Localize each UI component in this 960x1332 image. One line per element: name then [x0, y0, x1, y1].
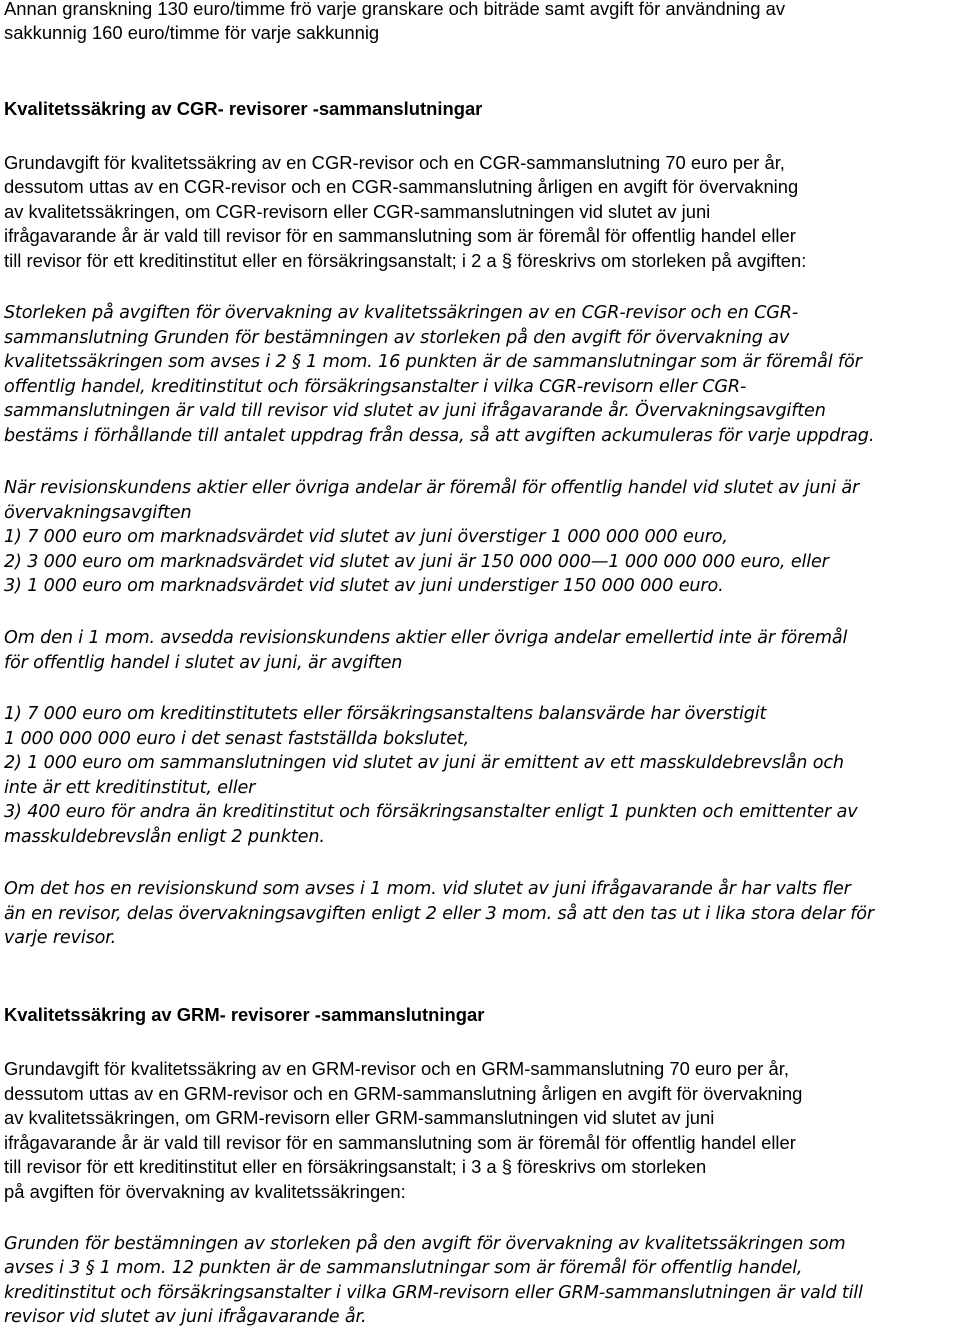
cgr-paragraph5-line: 1) 7 000 euro om kreditinstitutets eller försäkringsanstaltens balansvärde har överstigit [4, 704, 767, 724]
grm-paragraph2-line: avses i 3 § 1 mom. 12 punkten är de sammanslutningar som är föremål för offentlig handel, [4, 1258, 803, 1278]
grm-paragraph1-line: av kvalitetssäkringen, om GRM-revisorn eller GRM-sammanslutningen vid slutet av juni [4, 1107, 715, 1128]
cgr-paragraph1-line: ifrågavarande år är vald till revisor för en sammanslutning som är föremål för offentlig handel eller [4, 225, 796, 246]
cgr-paragraph3-line: 2) 3 000 euro om marknadsvärdet vid slutet av juni är 150 000 000—1 000 000 000 euro, eller [4, 552, 829, 572]
cgr-paragraph2-line: bestäms i förhållande till antalet uppdrag från dessa, så att avgiften ackumuleras för varje uppdrag. [4, 426, 875, 446]
cgr-paragraph5-line: inte är ett kreditinstitut, eller [4, 778, 256, 798]
grm-paragraph1-line: på avgiften för övervakning av kvalitetssäkringen: [4, 1181, 406, 1202]
cgr-section-heading: Kvalitetssäkring av CGR- revisorer -sammanslutningar [4, 98, 483, 119]
cgr-paragraph2-line: Storleken på avgiften för övervakning av kvalitetssäkringen av en CGR-revisor och en CGR- [4, 303, 799, 323]
cgr-paragraph5-line: 1 000 000 000 euro i det senast fastställda bokslutet, [4, 729, 470, 749]
cgr-paragraph3-line: 1) 7 000 euro om marknadsvärdet vid slutet av juni överstiger 1 000 000 000 euro, [4, 527, 728, 547]
cgr-paragraph4-line: Om den i 1 mom. avsedda revisionskundens aktier eller övriga andelar emellertid inte är föremål [4, 628, 848, 648]
cgr-paragraph1-line: till revisor för ett kreditinstitut eller en försäkringsanstalt; i 2 a § föreskrivs om storleken på avgiften: [4, 250, 807, 271]
cgr-paragraph2-line: sammanslutning Grunden för bestämningen av storleken på den avgift för övervakning av [4, 328, 790, 348]
intro-line: Annan granskning 130 euro/timme frö varje granskare och biträde samt avgift för användning av [4, 0, 786, 19]
cgr-paragraph5-line: 2) 1 000 euro om sammanslutningen vid slutet av juni är emittent av ett masskuldebrevslån och [4, 753, 844, 773]
cgr-paragraph6-line: Om det hos en revisionskund som avses i 1 mom. vid slutet av juni ifrågavarande år har valts fler [4, 879, 851, 899]
cgr-paragraph4-line: för offentlig handel i slutet av juni, är avgiften [4, 653, 403, 673]
cgr-paragraph5-line: masskuldebrevslån enligt 2 punkten. [4, 827, 325, 847]
cgr-paragraph2-line: sammanslutningen är vald till revisor vid slutet av juni ifrågavarande år. Övervakningsavgiften [4, 401, 826, 421]
grm-paragraph2-line: revisor vid slutet av juni ifrågavarande år. [4, 1307, 367, 1327]
cgr-paragraph5-line: 3) 400 euro för andra än kreditinstitut och försäkringsanstalter enligt 1 punkten och emittenter av [4, 802, 858, 822]
cgr-paragraph3-line: 3) 1 000 euro om marknadsvärdet vid slutet av juni understiger 150 000 000 euro. [4, 576, 724, 596]
cgr-paragraph3-line: När revisionskundens aktier eller övriga andelar är föremål för offentlig handel vid slutet av juni är [4, 478, 860, 498]
grm-paragraph1-line: ifrågavarande år är vald till revisor för en sammanslutning som är föremål för offentlig handel eller [4, 1132, 796, 1153]
cgr-paragraph2-line: kvalitetssäkringen som avses i 2 § 1 mom. 16 punkten är de sammanslutningar som är föremål för [4, 352, 862, 372]
cgr-paragraph3-line: övervakningsavgiften [4, 503, 192, 523]
grm-paragraph2-line: Grunden för bestämningen av storleken på den avgift för övervakning av kvalitetssäkringen som [4, 1234, 846, 1254]
intro-line: sakkunnig 160 euro/timme för varje sakkunnig [4, 22, 380, 43]
cgr-paragraph1-line: av kvalitetssäkringen, om CGR-revisorn eller CGR-sammanslutningen vid slutet av juni [4, 201, 711, 222]
cgr-paragraph6-line: än en revisor, delas övervakningsavgiften enligt 2 eller 3 mom. så att den tas ut i lika stora delar för [4, 904, 874, 924]
grm-section-heading: Kvalitetssäkring av GRM- revisorer -sammanslutningar [4, 1004, 485, 1025]
grm-paragraph1-line: Grundavgift för kvalitetssäkring av en GRM-revisor och en GRM-sammanslutning 70 euro per år, [4, 1058, 789, 1079]
grm-paragraph1-line: dessutom uttas av en GRM-revisor och en GRM-sammanslutning årligen en avgift för övervakning [4, 1083, 803, 1104]
grm-paragraph1-line: till revisor för ett kreditinstitut eller en försäkringsanstalt; i 3 a § föreskrivs om storleken [4, 1156, 707, 1177]
cgr-paragraph2-line: offentlig handel, kreditinstitut och försäkringsanstalter i vilka CGR-revisorn eller CGR- [4, 377, 747, 397]
cgr-paragraph1-line: Grundavgift för kvalitetssäkring av en CGR-revisor och en CGR-sammanslutning 70 euro per år, [4, 152, 785, 173]
cgr-paragraph6-line: varje revisor. [4, 928, 117, 948]
cgr-paragraph1-line: dessutom uttas av en CGR-revisor och en CGR-sammanslutning årligen en avgift för övervakning [4, 176, 799, 197]
grm-paragraph2-line: kreditinstitut och försäkringsanstalter i vilka GRM-revisorn eller GRM-sammanslutningen är vald till [4, 1283, 863, 1303]
